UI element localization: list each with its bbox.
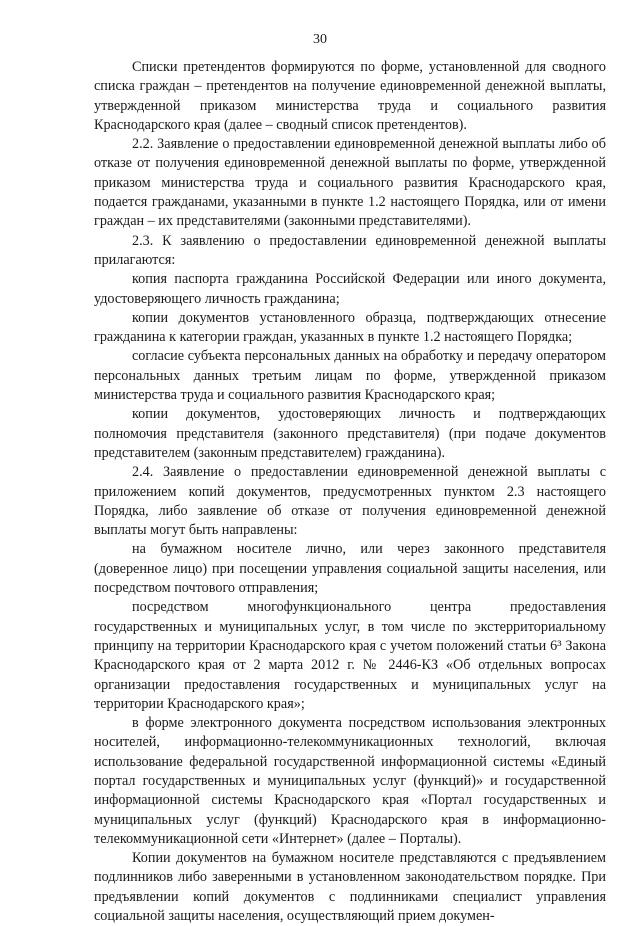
list-item-representative-docs: копии документов, удостоверяющих личность и подтверждающих полномочия представителя (законного представителя) (при подаче документов представителем (законным представителем) гражданина). [94, 406, 606, 461]
list-item-electronic: в форме электронного документа посредством использования электронных носителей, информационно-телекоммуникационных технологий, включая использование федеральной государственной информационной системы «Единый портал государственных и муниципальных услуг (функций)» и государственной информационной системы Краснодарского края «Портал государственных и муниципальных услуг (функций) Краснодарского края в информационно-телекоммуникационной сети «Интернет» (далее – Порталы). [94, 715, 606, 847]
list-item-paper: на бумажном носителе лично, или через законного представителя (доверенное лицо) при посещении управления социальной защиты населения, или посредством почтового отправления; [94, 541, 606, 597]
list-item-passport: копия паспорта гражданина Российской Федерации или иного документа, удостоверяющего личность гражданина; [94, 271, 606, 307]
paragraph-2-3: 2.3. К заявлению о предоставлении единовременной денежной выплаты прилагаются: [94, 232, 606, 268]
paragraph-lists-form: Списки претендентов формируются по форме, установленной для сводного списка граждан – претендентов на получение единовременной денежной выплаты, утвержденной приказом министерства труда и социального развития Краснодарского края (далее – сводный список претендентов). [94, 59, 606, 133]
paragraph-2-2: 2.2. Заявление о предоставлении единовременной денежной выплаты либо об отказе от получения единовременной денежной выплаты по форме, утвержденной приказом министерства труда и социального развития Краснодарского края, подается гражданами, указанными в пункте 1.2 настоящего Порядка, или от имени граждан – их представителями (законными представителями). [94, 136, 606, 230]
paragraph-copies: Копии документов на бумажном носителе представляются с предъявлением подлинников либо заверенными в установленном законодательством порядке. При предъявлении копий документов с подлинниками специалист управления социальной защиты населения, осуществляющий прием докумен- [94, 850, 606, 925]
list-item-mfc: посредством многофункционального центра предоставления государственных и муниципальных услуг, в том числе по экстерриториальному принципу на территории Краснодарского края с учетом положений статьи 6³ Закона Краснодарского края от 2 марта 2012 г. № 2446-КЗ «Об отдельных вопросах организации предоставления государственных и муниципальных услуг на территории Краснодарского края»; [94, 599, 606, 712]
document-body [94, 58, 606, 926]
list-item-consent: согласие субъекта персональных данных на обработку и передачу оператором персональных данных третьим лицам по форме, утвержденной приказом министерства труда и социального развития Краснодарского края; [94, 348, 606, 404]
paragraph-2-4: 2.4. Заявление о предоставлении единовременной денежной выплаты с приложением копий документов, предусмотренных пунктом 2.3 настоящего Порядка, либо заявление об отказе от получения единовременной денежной выплаты могут быть направлены: [94, 464, 606, 539]
list-item-category-docs: копии документов установленного образца, подтверждающих отнесение гражданина к категории граждан, указанных в пункте 1.2 настоящего Порядка; [94, 309, 606, 346]
page-number: 30 [313, 32, 327, 47]
